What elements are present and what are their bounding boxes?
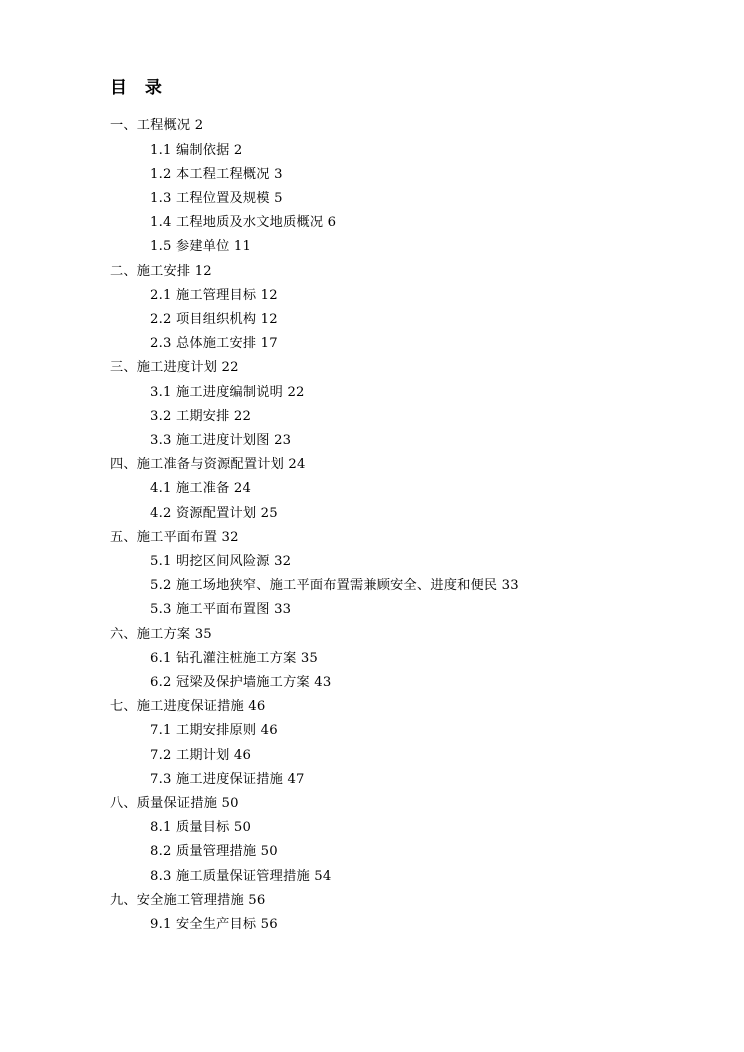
toc-entry[interactable]: 六、施工方案 35 <box>110 626 212 642</box>
toc-entry[interactable]: 2.3 总体施工安排 17 <box>150 336 278 352</box>
toc-entry[interactable]: 三、施工进度计划 22 <box>110 360 239 376</box>
toc-entry[interactable]: 1.5 参建单位 11 <box>150 239 252 255</box>
toc-entry[interactable]: 1.3 工程位置及规模 5 <box>150 191 283 206</box>
toc-entry[interactable]: 八、质量保证措施 50 <box>110 796 239 812</box>
toc-entry[interactable]: 5.2 施工场地狭窄、施工平面布置需兼顾安全、进度和便民 33 <box>150 578 519 594</box>
toc-entry[interactable]: 2.1 施工管理目标 12 <box>150 287 278 303</box>
toc-entry[interactable]: 4.1 施工准备 24 <box>150 481 252 497</box>
toc-entry[interactable]: 3.2 工期安排 22 <box>150 408 252 424</box>
page-title: 目 录 <box>110 78 168 98</box>
toc-entry[interactable]: 1.2 本工程工程概况 3 <box>150 166 283 182</box>
toc-entry[interactable]: 5.1 明挖区间风险源 32 <box>150 554 292 570</box>
toc-entry[interactable]: 6.2 冠梁及保护墙施工方案 43 <box>150 675 332 691</box>
toc-entry[interactable]: 6.1 钻孔灌注桩施工方案 35 <box>150 650 319 666</box>
toc-entry[interactable]: 九、安全施工管理措施 56 <box>110 892 266 908</box>
toc-entry[interactable]: 1.1 编制依据 2 <box>150 142 243 158</box>
toc-entry[interactable]: 五、施工平面布置 32 <box>110 529 239 545</box>
toc-entry[interactable]: 二、施工安排 12 <box>110 263 212 279</box>
toc-entry[interactable]: 8.2 质量管理措施 50 <box>150 844 278 860</box>
toc-entry[interactable]: 8.1 质量目标 50 <box>150 820 252 836</box>
toc-entry[interactable]: 四、施工准备与资源配置计划 24 <box>110 457 306 473</box>
toc-entry[interactable]: 7.3 施工进度保证措施 47 <box>150 771 305 787</box>
toc-entry[interactable]: 1.4 工程地质及水文地质概况 6 <box>150 215 337 231</box>
toc-entry[interactable]: 一、工程概况 2 <box>110 118 204 134</box>
table-of-contents <box>110 114 648 937</box>
toc-entry[interactable]: 2.2 项目组织机构 12 <box>150 312 278 328</box>
toc-entry[interactable]: 3.1 施工进度编制说明 22 <box>150 384 305 400</box>
toc-entry[interactable]: 7.1 工期安排原则 46 <box>150 723 278 739</box>
toc-entry[interactable]: 七、施工进度保证措施 46 <box>110 699 266 715</box>
toc-entry[interactable]: 8.3 施工质量保证管理措施 54 <box>150 868 332 884</box>
toc-entry[interactable]: 3.3 施工进度计划图 23 <box>150 433 292 449</box>
toc-entry[interactable]: 4.2 资源配置计划 25 <box>150 505 278 521</box>
toc-entry[interactable]: 5.3 施工平面布置图 33 <box>150 602 292 618</box>
toc-entry[interactable]: 7.2 工期计划 46 <box>150 747 252 763</box>
toc-entry[interactable]: 9.1 安全生产目标 56 <box>150 917 278 933</box>
